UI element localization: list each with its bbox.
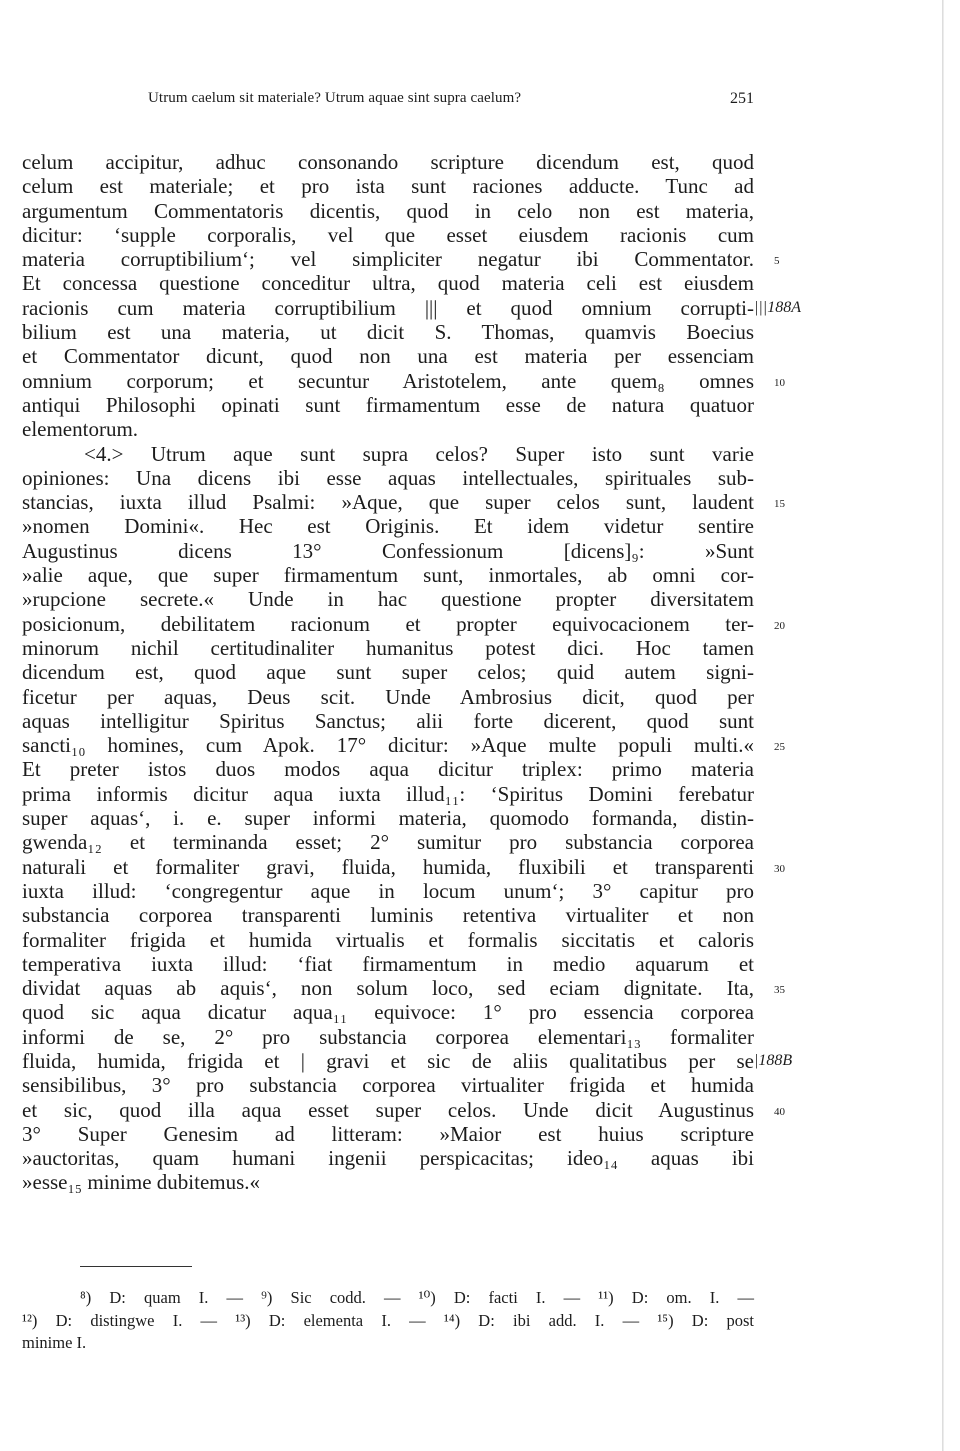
text-line-content: posicionum, debilitatem racionum et propter equivocacionem ter- bbox=[22, 611, 754, 636]
text-line bbox=[22, 223, 754, 247]
text-line bbox=[22, 417, 754, 441]
text-line bbox=[22, 199, 754, 223]
text-line-content: super aquas‘, i. e. super informi materia, quomodo formanda, distin- bbox=[22, 806, 754, 831]
footnote-line bbox=[22, 1310, 754, 1333]
text-line-content: »esse₁₅ minime dubitemus.« bbox=[22, 1170, 261, 1195]
text-line bbox=[22, 1122, 754, 1146]
folio-marker: |188B bbox=[754, 1051, 793, 1069]
text-line-content: dicendum est, quod aque sunt super celos; quid autem signi- bbox=[22, 660, 754, 685]
text-line-content: »auctoritas, quam humani ingenii perspicacitas; ideo₁₄ aquas ibi bbox=[22, 1146, 754, 1171]
text-line bbox=[22, 1097, 785, 1122]
text-line-content: dicitur: ‘supple corporalis, vel que esset eiusdem racionis cum bbox=[22, 222, 754, 247]
text-line bbox=[22, 879, 754, 903]
text-line-content: »alie aque, que super firmamentum sunt, inmortales, ab omni cor- bbox=[22, 563, 754, 588]
footnote-rule bbox=[80, 1266, 192, 1267]
text-line-content: et Commentator dicunt, quod non una est materia per essenciam bbox=[22, 344, 754, 369]
text-line bbox=[22, 490, 785, 515]
text-line bbox=[22, 636, 754, 660]
text-line-content: argumentum Commentatoris dicentis, quod in celo non est materia, bbox=[22, 198, 754, 223]
main-text bbox=[22, 150, 801, 1195]
text-line-content: racionis cum materia corruptibilium ||| et quod omnium corrupti- bbox=[22, 295, 754, 320]
text-line-content: gwenda₁₂ et terminanda esset; 2° sumitur pro substancia corporea bbox=[22, 830, 754, 855]
text-line bbox=[22, 466, 754, 490]
text-line bbox=[22, 271, 754, 295]
text-line-content: fluida, humida, frigida et | gravi et sic de aliis qualitatibus per se bbox=[22, 1048, 754, 1073]
text-line-content: ficetur per aquas, Deus scit. Unde Ambrosius dicit, quod per bbox=[22, 684, 754, 709]
text-line bbox=[22, 733, 785, 758]
line-number: 20 bbox=[774, 619, 785, 632]
text-line-content: antiqui Philosophi opinati sunt firmamentum esse de natura quatuor bbox=[22, 392, 754, 417]
text-line-content: 3° Super Genesim ad litteram: »Maior est huius scripture bbox=[22, 1121, 754, 1146]
line-number: 35 bbox=[774, 984, 785, 997]
text-line-content: Et concessa questione conceditur ultra, quod materia celi est eiusdem bbox=[22, 271, 754, 296]
text-line bbox=[22, 587, 754, 611]
text-line-content: Augustinus dicens 13° Confessionum [dicens]₉: »Sunt bbox=[22, 538, 754, 563]
text-line-content: sancti₁₀ homines, cum Apok. 17° dicitur: »Aque multe populi multi.« bbox=[22, 733, 754, 758]
page-number: 251 bbox=[730, 90, 754, 107]
text-line-content: elementorum. bbox=[22, 417, 139, 442]
text-line bbox=[22, 344, 754, 368]
footnote-line-content: ¹²) D: distingwe I. — ¹³) D: elementa I. — ¹⁴) D: ibi add. I. — ¹⁵) D: post bbox=[22, 1310, 754, 1330]
text-line-content: iuxta illud: ‘congregentur aque in locum unum‘; 3° capitur pro bbox=[22, 878, 754, 903]
text-line bbox=[22, 1000, 754, 1024]
text-line-content: bilium est una materia, ut dicit S. Thomas, quamvis Boecius bbox=[22, 320, 754, 345]
line-number: 25 bbox=[774, 741, 785, 754]
text-line bbox=[22, 928, 754, 952]
text-line bbox=[22, 1146, 754, 1170]
text-line bbox=[22, 1073, 754, 1097]
text-line-content: informi de se, 2° pro substancia corporea elementari₁₃ formaliter bbox=[22, 1024, 754, 1049]
text-line bbox=[22, 611, 785, 636]
text-line bbox=[22, 830, 754, 854]
text-line bbox=[22, 1025, 754, 1049]
text-line-content: formaliter frigida et humida virtualis et formalis siccitatis et caloris bbox=[22, 927, 754, 952]
text-line bbox=[22, 806, 754, 830]
footnote-line bbox=[22, 1287, 754, 1310]
text-line bbox=[22, 320, 754, 344]
footnote-line-content: ⁸) D: quam I. — ⁹) Sic codd. — ¹⁰) D: facti I. — ¹¹) D: om. I. — bbox=[80, 1288, 754, 1307]
text-line-content: sensibilibus, 3° pro substancia corporea virtualiter frigida et humida bbox=[22, 1073, 754, 1098]
text-line bbox=[22, 174, 754, 198]
text-line-content: naturali et formaliter gravi, fluida, humida, fluxibili et transparenti bbox=[22, 854, 754, 879]
text-line bbox=[22, 952, 754, 976]
text-line bbox=[22, 709, 754, 733]
text-line bbox=[22, 782, 754, 806]
text-line bbox=[22, 514, 754, 538]
text-line-content: materia corruptibilium‘; vel simpliciter negatur ibi Commentator. bbox=[22, 247, 754, 272]
text-line bbox=[22, 247, 780, 272]
text-line-content: opiniones: Una dicens ibi esse aquas intellectuales, spirituales sub- bbox=[22, 465, 754, 490]
footnote-line-content: minime I. bbox=[22, 1333, 87, 1352]
text-line bbox=[22, 150, 754, 174]
text-line bbox=[22, 685, 754, 709]
footnotes bbox=[22, 1287, 754, 1355]
line-number: 15 bbox=[774, 498, 785, 511]
text-line bbox=[22, 368, 785, 393]
text-line-content: »rupcione secrete.« Unde in hac questione propter diversitatem bbox=[22, 587, 754, 612]
text-line bbox=[22, 757, 754, 781]
text-line-content: prima informis dicitur aqua iuxta illud₁₁: ‘Spiritus Domini ferebatur bbox=[22, 781, 754, 806]
text-line-content: Et preter istos duos modos aqua dicitur triplex: primo materia bbox=[22, 757, 754, 782]
text-line bbox=[22, 976, 785, 1001]
text-line bbox=[22, 1048, 793, 1073]
text-line bbox=[22, 539, 754, 563]
text-line-content: temperativa iuxta illud: ‘fiat firmamentum in medio aquarum et bbox=[22, 951, 754, 976]
text-line-content: dividat aquas ab aquis‘, non solum loco, sed eciam dignitate. Ita, bbox=[22, 976, 754, 1001]
text-line-content: quod sic aqua dicatur aqua₁₁ equivoce: 1° pro essencia corporea bbox=[22, 1000, 754, 1025]
line-number: 30 bbox=[774, 862, 785, 875]
text-line-content: <4.> Utrum aque sunt supra celos? Super isto sunt varie bbox=[84, 441, 754, 466]
running-header bbox=[148, 90, 754, 112]
text-line-content: celum accipitur, adhuc consonando scripture dicendum est, quod bbox=[22, 150, 754, 174]
text-line-content: celum est materiale; et pro ista sunt raciones adducte. Tunc ad bbox=[22, 174, 754, 199]
text-line bbox=[22, 1170, 754, 1194]
page-edge-shadow bbox=[942, 0, 944, 1451]
text-line bbox=[22, 442, 754, 466]
footnote-line bbox=[22, 1332, 754, 1355]
text-line bbox=[22, 660, 754, 684]
text-line bbox=[22, 393, 754, 417]
text-line-content: minorum nichil certitudinaliter humanitus potest dici. Hoc tamen bbox=[22, 635, 754, 660]
text-line-content: aquas intelligitur Spiritus Sanctus; alii forte dicerent, quod sunt bbox=[22, 708, 754, 733]
text-line-content: omnium corporum; et secuntur Aristotelem, ante quem₈ omnes bbox=[22, 368, 754, 393]
line-number: 5 bbox=[774, 255, 780, 268]
line-number: 10 bbox=[774, 376, 785, 389]
text-line bbox=[22, 563, 754, 587]
text-line-content: et sic, quod illa aqua esset super celos. Unde dicit Augustinus bbox=[22, 1097, 754, 1122]
text-line-content: »nomen Domini«. Hec est Originis. Et idem videtur sentire bbox=[22, 514, 754, 539]
text-line bbox=[22, 903, 754, 927]
folio-marker: |||188A bbox=[754, 298, 801, 316]
text-line bbox=[22, 295, 801, 320]
text-line bbox=[22, 854, 785, 879]
text-line-content: substancia corporea transparenti luminis retentiva virtualiter et non bbox=[22, 903, 754, 928]
running-title: Utrum caelum sit materiale? Utrum aquae sint supra caelum? bbox=[148, 90, 522, 106]
line-number: 40 bbox=[774, 1105, 785, 1118]
text-line-content: stancias, iuxta illud Psalmi: »Aque, que super celos sunt, laudent bbox=[22, 490, 754, 515]
